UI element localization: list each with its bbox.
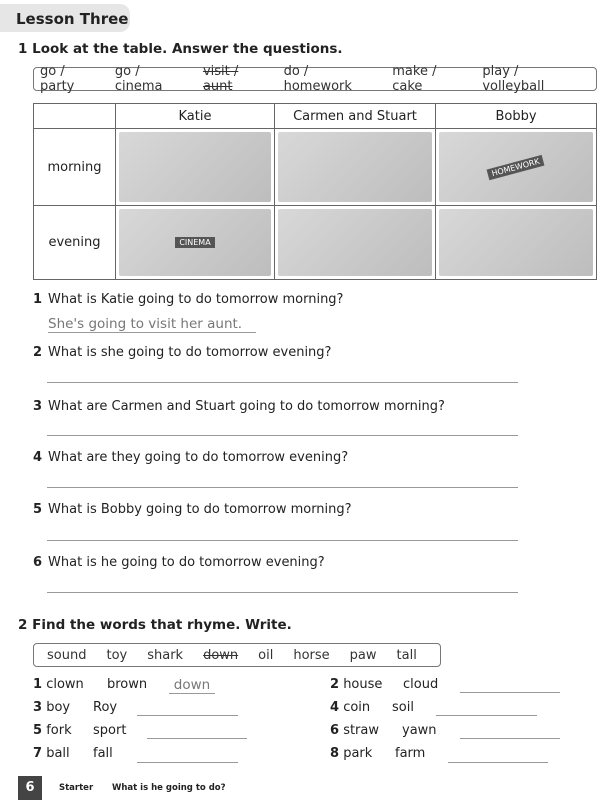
answer-1: She's going to visit her aunt. — [48, 316, 256, 333]
answer-line-3[interactable] — [47, 435, 518, 436]
rhyme-answer-line-8[interactable] — [448, 762, 548, 763]
katie-visit-aunt-picture — [119, 132, 271, 202]
word: tall — [396, 647, 417, 663]
rhyme-item-1: 1 clown — [33, 677, 84, 692]
question-5: 5 What is Bobby going to do tomorrow morning? — [33, 502, 352, 517]
rhyme-answer-line-6[interactable] — [460, 738, 560, 739]
word: horse — [293, 647, 330, 663]
bobby-volleyball-picture — [439, 209, 593, 276]
bobby-homework-picture — [439, 132, 593, 202]
answer-line-6[interactable] — [47, 592, 518, 593]
rhyme-answer-line-2[interactable] — [460, 692, 560, 693]
question-1: 1 What is Katie going to do tomorrow morning? — [33, 292, 344, 307]
picture-cell — [116, 206, 275, 280]
phrase: make / cake — [392, 64, 437, 94]
word: sound — [47, 647, 87, 663]
rhyme-item-5: 5 fork — [33, 723, 72, 738]
exercise-instruction: Find the words that rhyme. Write. — [32, 617, 292, 633]
footer-section: Starter — [59, 783, 94, 793]
rhyme-item-7: 7 ball — [33, 746, 70, 761]
rhyme-answer-line-3[interactable] — [137, 715, 238, 716]
row-header: morning — [34, 129, 116, 206]
question-4: 4 What are they going to do tomorrow evening? — [33, 450, 349, 465]
lesson-title: Lesson Three — [0, 4, 130, 32]
rhyme-item-4: 4 coin — [330, 700, 371, 715]
picture-cell — [275, 129, 436, 206]
corner-cell — [34, 104, 116, 129]
answer-line-5[interactable] — [47, 540, 518, 541]
activity-table — [33, 103, 597, 280]
carmen-stuart-make-cake-picture — [278, 132, 432, 202]
phrase: play / volleyball — [482, 64, 545, 94]
row-header: evening — [34, 206, 116, 280]
picture-cell — [275, 206, 436, 280]
rhyme-word: cloud — [403, 677, 439, 692]
word: oil — [258, 647, 274, 663]
word-crossed-out: down — [203, 647, 239, 663]
homework-label: HOMEWORK — [487, 154, 545, 179]
picture-cell — [436, 129, 597, 206]
picture-cell — [116, 129, 275, 206]
rhyme-word: sport — [93, 723, 127, 738]
phrase: go / party — [40, 64, 75, 94]
column-header: Carmen and Stuart — [275, 104, 436, 129]
rhyme-word: Roy — [93, 700, 118, 715]
rhyme-word: brown — [107, 677, 148, 692]
rhyme-word: farm — [395, 746, 426, 761]
question-6: 6 What is he going to do tomorrow evening? — [33, 555, 325, 570]
page-number: 6 — [18, 776, 42, 800]
picture-cell — [436, 206, 597, 280]
question-2: 2 What is she going to do tomorrow evening? — [33, 345, 332, 360]
phrase: go / cinema — [114, 64, 163, 94]
rhyme-word: fall — [93, 746, 113, 761]
answer-line-2[interactable] — [47, 382, 518, 383]
katie-cinema-picture — [119, 209, 271, 276]
rhyme-answer-line-7[interactable] — [137, 762, 238, 763]
phrase-crossed-out: visit / aunt — [202, 64, 239, 94]
word: toy — [106, 647, 128, 663]
footer-title: What is he going to do? — [112, 783, 226, 793]
rhyme-item-8: 8 park — [330, 746, 373, 761]
rhyme-item-6: 6 straw — [330, 723, 380, 738]
rhyme-word: soil — [392, 700, 414, 715]
rhyme-answer-line-4[interactable] — [436, 715, 537, 716]
cinema-label: CINEMA — [175, 237, 214, 248]
exercise-2-heading — [18, 617, 292, 633]
word-box — [33, 643, 441, 667]
column-header: Katie — [116, 104, 275, 129]
carmen-stuart-party-picture — [278, 209, 432, 276]
rhyme-item-3: 3 boy — [33, 700, 71, 715]
rhyme-answer-line-5[interactable] — [147, 738, 247, 739]
exercise-number: 2 — [18, 617, 28, 633]
rhyme-answer-1: down — [169, 677, 215, 694]
exercise-number: 1 — [18, 41, 28, 57]
question-3: 3 What are Carmen and Stuart going to do tomorrow morning? — [33, 399, 445, 414]
word: shark — [147, 647, 184, 663]
rhyme-word: yawn — [402, 723, 437, 738]
rhyme-item-2: 2 house — [330, 677, 383, 692]
exercise-instruction: Look at the table. Answer the questions. — [32, 41, 343, 57]
column-header: Bobby — [436, 104, 597, 129]
phrase-box — [33, 64, 597, 94]
answer-line-4[interactable] — [47, 487, 518, 488]
phrase: do / homework — [283, 64, 352, 94]
word: paw — [349, 647, 377, 663]
exercise-1-heading — [18, 41, 343, 57]
